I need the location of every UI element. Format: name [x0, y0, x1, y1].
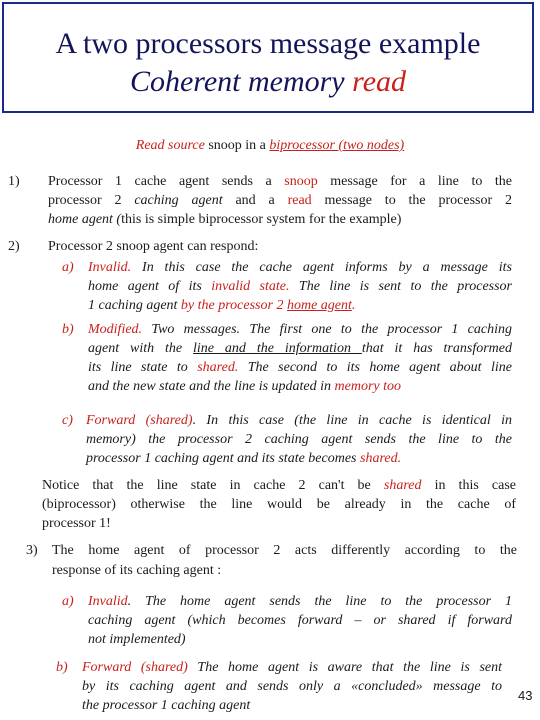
- text: and a: [222, 193, 288, 208]
- item-2b-line-2: [88, 339, 512, 358]
- title-box: [2, 2, 534, 113]
- accent-text: by the processor 2: [180, 298, 287, 313]
- item-2a-line-2: [88, 277, 512, 296]
- item-3-number: 3): [26, 543, 38, 558]
- text: The home agent is aware that the line is sent: [187, 660, 503, 675]
- item-1-line-3: [48, 210, 512, 229]
- accent-text: .: [351, 298, 356, 313]
- item-2a-line-3: [88, 296, 512, 315]
- forward-shared-text: Forward (shared): [86, 413, 193, 428]
- item-3b-line-2: by its caching agent and sends only a «concluded» message to: [82, 679, 502, 694]
- text: The line is sent to the processor: [289, 279, 513, 294]
- caching-agent-text: caching agent: [134, 193, 223, 208]
- item-1-line-2: [48, 191, 512, 210]
- text: agent with the: [88, 341, 194, 356]
- text: Processor 1 cache agent sends a: [48, 174, 285, 189]
- slide-title: A two processors message example: [55, 27, 481, 60]
- item-2b-line-3: [88, 358, 512, 377]
- memory-too-text: memory too: [334, 379, 402, 394]
- underlined-text: line and the information: [193, 341, 362, 356]
- item-3b-label: b): [56, 660, 68, 675]
- item-1-line-1: [48, 172, 512, 191]
- shared-word: shared.: [197, 360, 239, 375]
- section-heading: [0, 136, 540, 155]
- text: home agent of its: [88, 279, 212, 294]
- subtitle-accent: read: [352, 65, 407, 98]
- item-3-line-1: The home agent of processor 2 acts differently according to the: [52, 543, 517, 558]
- text: The second to its home agent about line: [238, 360, 512, 375]
- slide-subtitle: [4, 66, 532, 98]
- item-2a-label: a): [62, 260, 74, 275]
- home-agent-underlined: home agent: [286, 298, 352, 313]
- item-2c-line-3: [86, 449, 512, 468]
- item-2c-label: c): [62, 413, 73, 428]
- text: in this case: [421, 478, 516, 493]
- subtitle-text: Coherent memory: [129, 65, 353, 98]
- text: 1 caching agent: [88, 298, 181, 313]
- invalid-state-text: invalid state.: [211, 279, 290, 294]
- text: processor 1 caching agent and its state becomes: [86, 451, 360, 466]
- heading-part-1: Read source: [135, 138, 205, 153]
- text: message for a line to the: [317, 174, 512, 189]
- notice-line-1: [42, 476, 516, 495]
- text: that it has transformed: [361, 341, 512, 356]
- invalid-word: Invalid: [88, 594, 128, 609]
- notice-line-3: processor 1!: [42, 516, 111, 531]
- item-2c-line-1: [86, 411, 512, 430]
- read-word: read: [287, 193, 312, 208]
- heading-part-2: snoop in a: [204, 138, 270, 153]
- item-3a-line-2: caching agent (which becomes forward – or shared if forward: [88, 613, 512, 628]
- item-2-intro: Processor 2 snoop agent can respond:: [48, 239, 259, 254]
- snoop-word: snoop: [284, 174, 318, 189]
- item-2a-line-1: [88, 258, 512, 277]
- text: processor 2: [48, 193, 135, 208]
- text: In this case the cache agent informs by a message its: [131, 260, 512, 275]
- text: Notice that the line state in cache 2 can't be: [42, 478, 384, 493]
- text: . In this case (the line in cache is identical in: [192, 413, 512, 428]
- item-3b-line-1: [82, 658, 502, 677]
- invalid-word: Invalid.: [88, 260, 132, 275]
- item-3-line-2: response of its caching agent :: [52, 563, 222, 578]
- modified-word: Modified.: [88, 322, 143, 337]
- item-3a-label: a): [62, 594, 74, 609]
- text: its line state to: [88, 360, 198, 375]
- text: Two messages. The first one to the processor 1 caching: [142, 322, 512, 337]
- item-2b-line-1: [88, 320, 512, 339]
- home-agent-text: home agent (: [48, 212, 122, 227]
- text: this is simple biprocessor system for the example): [121, 212, 402, 227]
- shared-word: shared: [383, 478, 422, 493]
- shared-word: shared.: [360, 451, 402, 466]
- text: . The home agent sends the line to the processor 1: [127, 594, 512, 609]
- page-number: 43: [518, 688, 533, 703]
- text: and the new state and the line is updated in: [88, 379, 335, 394]
- item-2-number: 2): [8, 239, 20, 254]
- item-3b-line-3: the processor 1 caching agent: [82, 698, 251, 713]
- heading-part-3: biprocessor (two nodes): [269, 138, 405, 153]
- notice-line-2: (biprocessor) otherwise the line would be already in the cache of: [42, 497, 516, 512]
- item-1-number: 1): [8, 174, 20, 189]
- item-2c-line-2: memory) the processor 2 caching agent sends the line to the: [86, 432, 512, 447]
- item-3a-line-3: not implemented): [88, 632, 186, 647]
- text: message to the processor 2: [311, 193, 512, 208]
- item-2b-label: b): [62, 322, 74, 337]
- forward-shared-text: Forward (shared): [82, 660, 188, 675]
- item-3a-line-1: [88, 592, 512, 611]
- item-2b-line-4: [88, 377, 512, 396]
